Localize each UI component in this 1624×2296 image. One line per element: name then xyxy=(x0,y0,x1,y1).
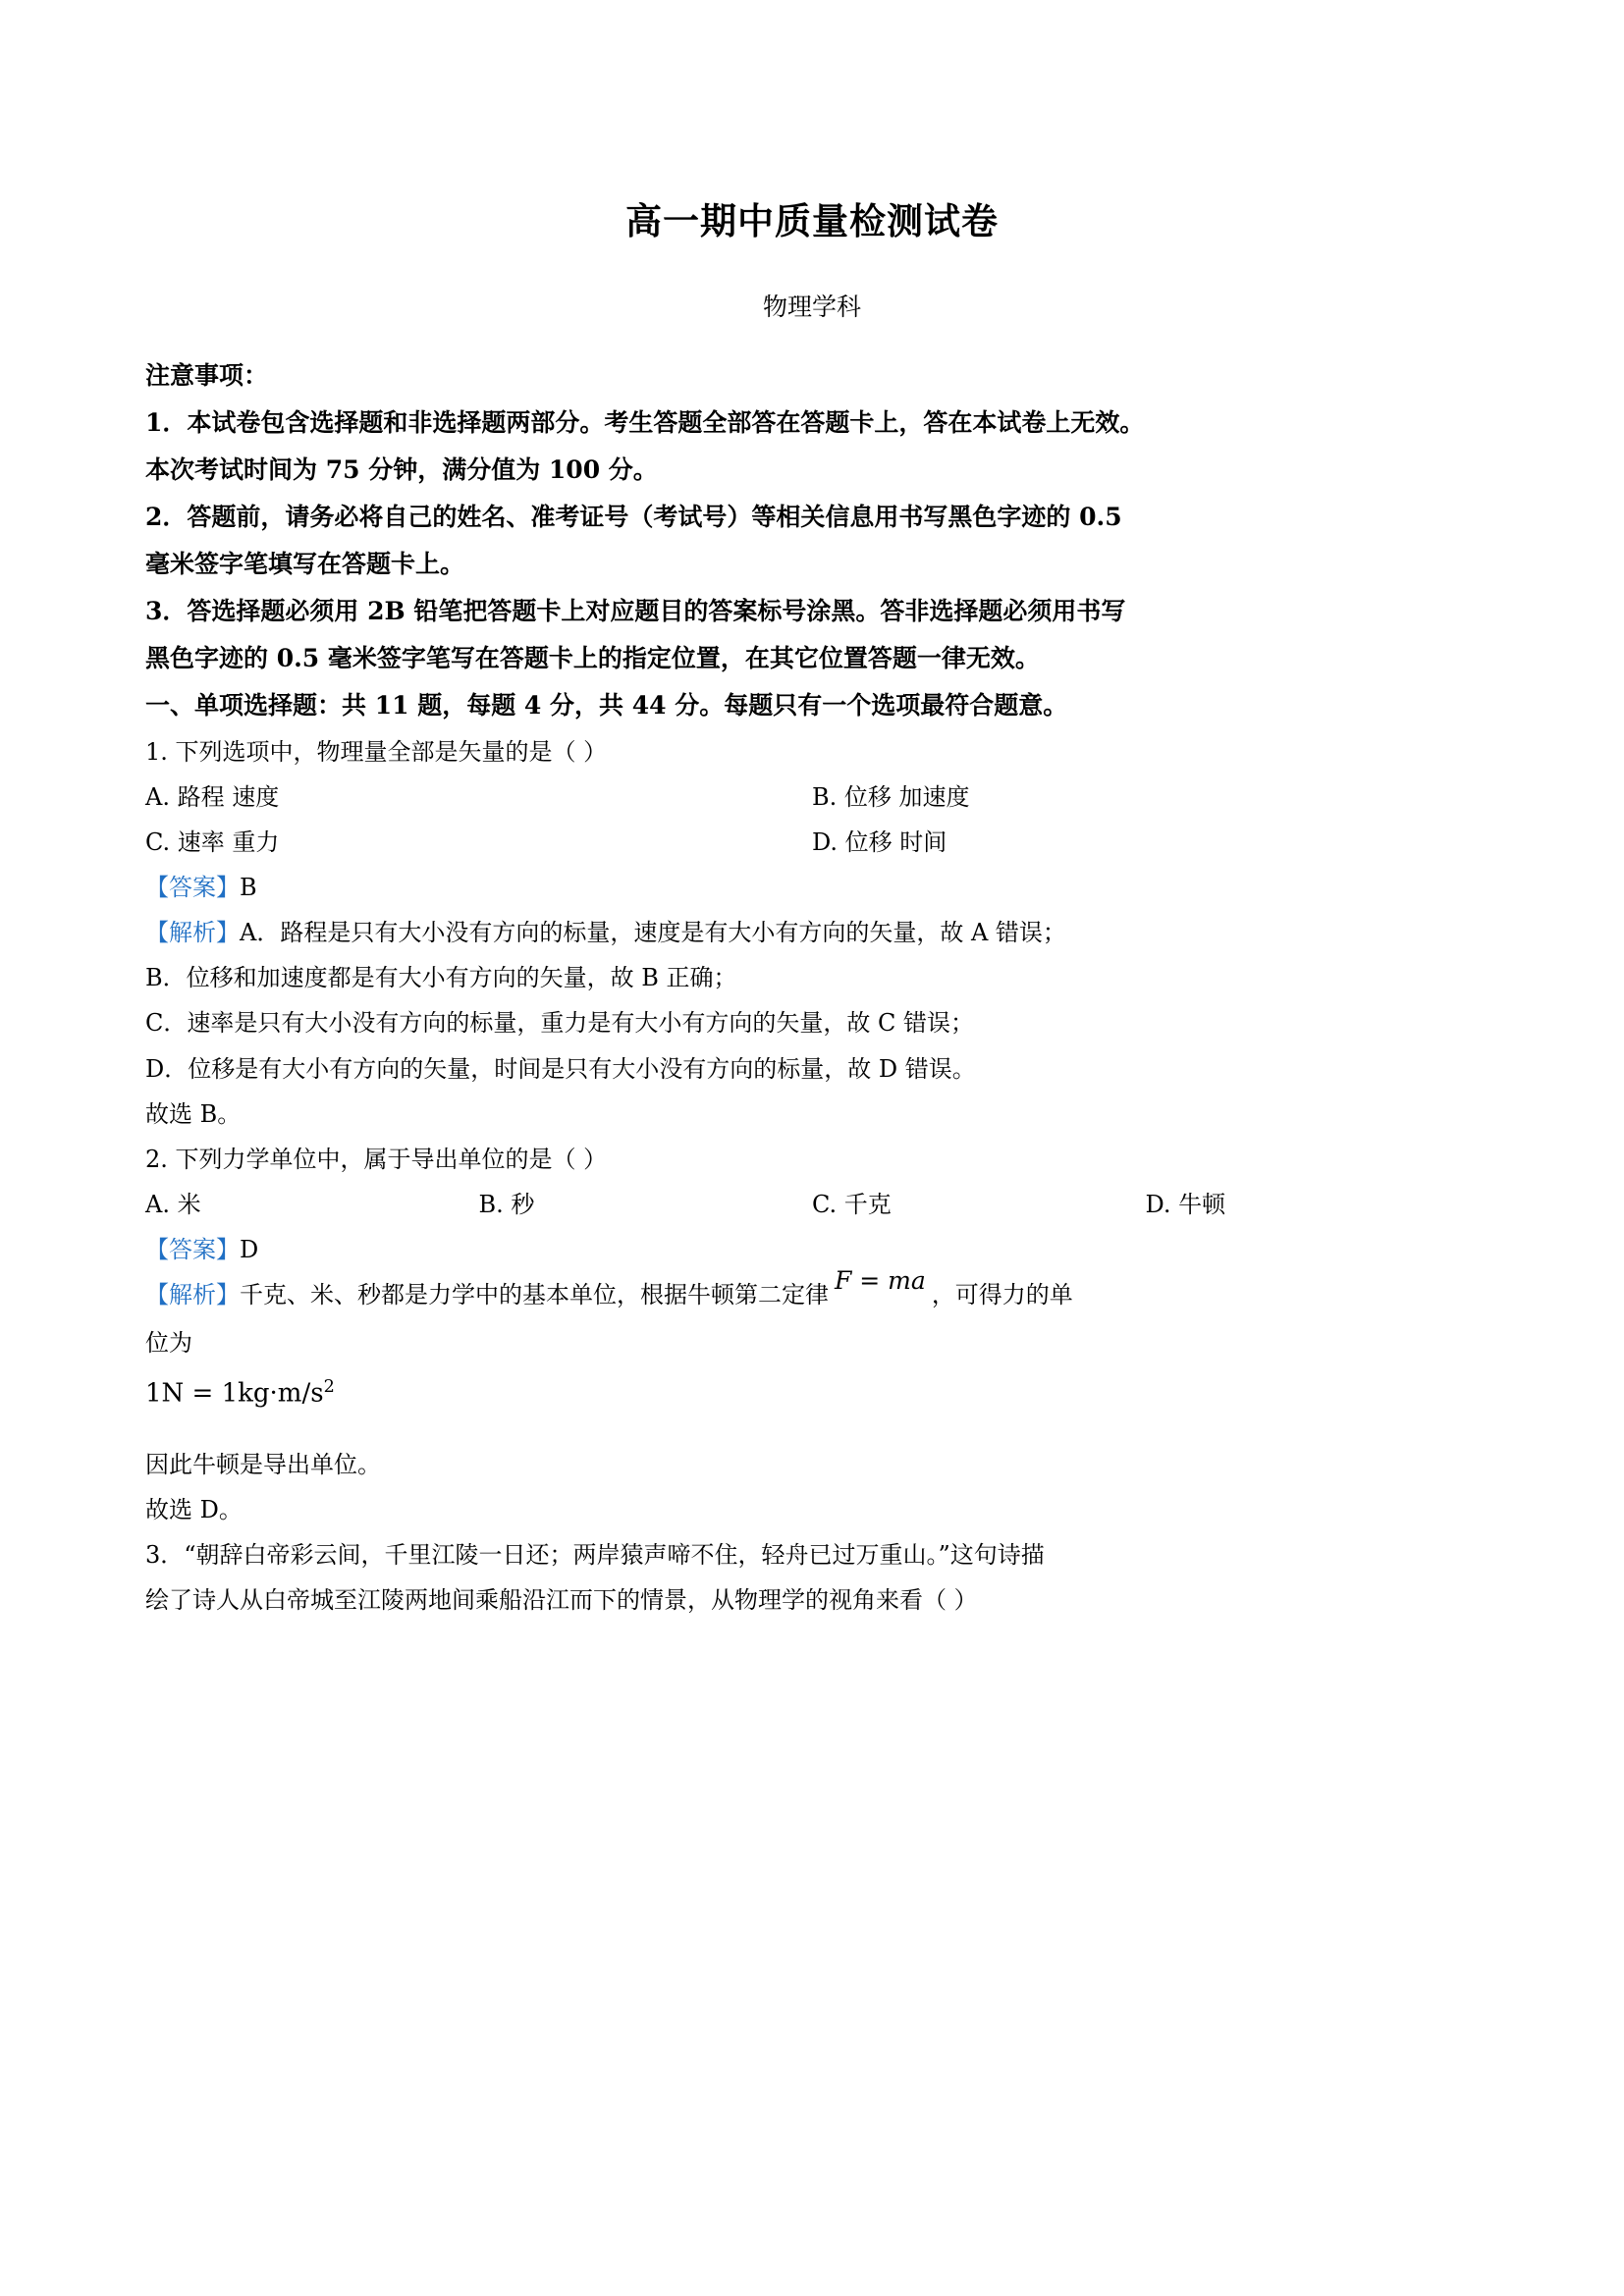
question-2-analysis-prefix: 千克、米、秒都是力学中的基本单位，根据牛顿第二定律 xyxy=(240,1280,829,1308)
question-2-analysis-line-3: 因此牛顿是导出单位。 xyxy=(145,1450,381,1478)
section-heading-single-choice: 一、单项选择题：共 11 题，每题 4 分，共 44 分。每题只有一个选项最符合题意。 xyxy=(145,691,1068,720)
question-2-unit-formula-main: 1N = 1kg·m/s xyxy=(145,1378,324,1409)
question-1-analysis-line-5: 故选 B。 xyxy=(145,1099,242,1128)
question-2-option-a: A. 米 xyxy=(145,1190,201,1218)
answer-tag: 【答案】 xyxy=(145,1235,240,1263)
question-2-answer-value: D xyxy=(240,1235,259,1263)
notice-heading: 注意事项： xyxy=(145,361,269,390)
question-2-answer xyxy=(145,1227,1479,1272)
notice-line-6: 黑色字迹的 0.5 毫米签字笔写在答题卡上的指定位置，在其它位置答题一律无效。 xyxy=(145,644,1040,672)
question-3-stem-line-2: 绘了诗人从白帝城至江陵两地间乘船沿江而下的情景，从物理学的视角来看（ ） xyxy=(145,1585,978,1614)
question-2-analysis-line-2: 位为 xyxy=(145,1328,192,1357)
question-1-option-c: C. 速率 重力 xyxy=(145,828,280,857)
answer-tag: 【答案】 xyxy=(145,874,240,902)
notice-line-3: 2．答题前，请务必将自己的姓名、准考证号（考试号）等相关信息用书写黑色字迹的 0.5 xyxy=(145,503,1122,531)
notice-line-1: 1．本试卷包含选择题和非选择题两部分。考生答题全部答在答题卡上，答在本试卷上无效。 xyxy=(145,408,1145,437)
question-1-option-d: D. 位移 时间 xyxy=(812,828,947,857)
question-2-inline-formula: F = ma xyxy=(835,1265,926,1295)
notice-line-4: 毫米签字笔填写在答题卡上。 xyxy=(145,550,465,578)
question-1-analysis-text-1: A．路程是只有大小没有方向的标量，速度是有大小有方向的矢量，故 A 错误； xyxy=(240,919,1066,947)
question-2-analysis-line-4: 故选 D。 xyxy=(145,1495,243,1523)
question-1-answer-value: B xyxy=(240,874,257,902)
question-3-stem-line-1: 3．“朝辞白帝彩云间，千里江陵一日还；两岸猿声啼不住，轻舟已过万重山。”这句诗描 xyxy=(145,1540,1045,1569)
question-2-options-row-1 xyxy=(145,1182,1479,1227)
question-1-options-row-1 xyxy=(145,774,1479,820)
question-1-analysis-line-2: B．位移和加速度都是有大小有方向的矢量，故 B 正确； xyxy=(145,964,737,992)
page-title: 高一期中质量检测试卷 xyxy=(625,199,999,242)
question-1-stem: 1. 下列选项中，物理量全部是矢量的是（ ） xyxy=(145,738,608,766)
question-2-option-c: C. 千克 xyxy=(812,1190,892,1218)
question-1-analysis-line-3: C．速率是只有大小没有方向的标量，重力是有大小有方向的矢量，故 C 错误； xyxy=(145,1009,974,1038)
question-1-analysis-line-4: D．位移是有大小有方向的矢量，时间是只有大小没有方向的标量，故 D 错误。 xyxy=(145,1054,976,1083)
page-subtitle: 物理学科 xyxy=(762,293,861,321)
question-2-option-b: B. 秒 xyxy=(478,1190,535,1218)
question-1-answer xyxy=(145,865,1479,910)
question-2-stem: 2. 下列力学单位中，属于导出单位的是（ ） xyxy=(145,1145,608,1173)
notice-line-2: 本次考试时间为 75 分钟，满分值为 100 分。 xyxy=(145,455,658,484)
question-1-option-b: B. 位移 加速度 xyxy=(812,783,970,812)
question-2-option-d: D. 牛顿 xyxy=(1145,1190,1226,1218)
question-2-analysis-suffix: ，可得力的单 xyxy=(931,1280,1073,1308)
question-1-analysis-line-1 xyxy=(145,910,1479,955)
analysis-tag: 【解析】 xyxy=(145,1280,240,1308)
question-2-analysis-line-1 xyxy=(145,1265,1479,1320)
question-1-options-row-2 xyxy=(145,820,1479,865)
analysis-tag: 【解析】 xyxy=(145,919,240,947)
question-2-unit-formula-exponent: 2 xyxy=(323,1377,335,1398)
notice-line-5: 3．答选择题必须用 2B 铅笔把答题卡上对应题目的答案标号涂黑。答非选择题必须用书写 xyxy=(145,597,1126,625)
question-2-unit-formula xyxy=(145,1377,1479,1409)
question-1-option-a: A. 路程 速度 xyxy=(145,783,280,812)
